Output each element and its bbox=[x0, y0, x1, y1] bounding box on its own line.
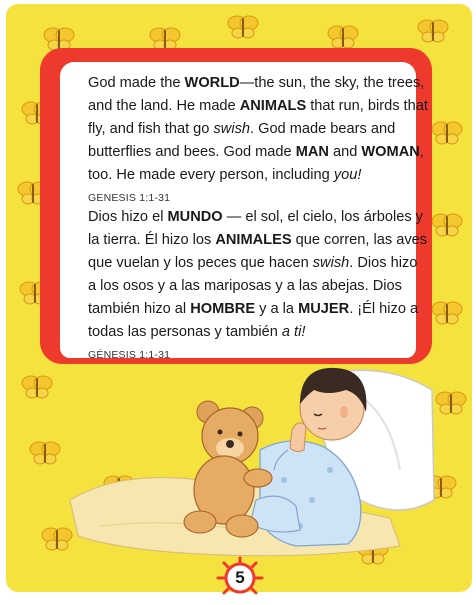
english-passage bbox=[88, 72, 428, 207]
butterfly-icon bbox=[20, 374, 54, 400]
butterfly-icon bbox=[416, 18, 450, 44]
butterfly-icon bbox=[28, 440, 62, 466]
spanish-citation: GÉNESIS 1:1-31 bbox=[88, 349, 171, 361]
spanish-text: Dios hizo el MUNDO — el sol, el cielo, los árboles y la tierra. Él hizo los ANIMALES que corren, las aves que vuelan y los peces que hacen swish. Dios hizo a los osos y a las mariposas y a las abejas. Dios también hizo al HOMBRE y a la MUJER. ¡Él hizo a todas las personas y también a ti! bbox=[88, 209, 428, 340]
butterfly-icon bbox=[326, 24, 360, 50]
butterfly-icon bbox=[430, 120, 464, 146]
spanish-passage bbox=[88, 206, 428, 364]
english-text: God made the WORLD—the sun, the sky, the trees, and the land. He made ANIMALS that run, birds that fly, and fish that go swish. God made bears and butterflies and bees. God made MAN and WOMAN, too. He made every person, including you! bbox=[88, 75, 428, 183]
english-citation: GENESIS 1:1-31 bbox=[88, 192, 171, 204]
butterfly-icon bbox=[430, 212, 464, 238]
page-number: 5 bbox=[235, 568, 245, 587]
page-number-badge bbox=[214, 556, 266, 600]
butterfly-icon bbox=[430, 300, 464, 326]
boy-praying-illustration bbox=[60, 350, 440, 560]
praying-hands bbox=[290, 423, 306, 452]
butterfly-icon bbox=[226, 14, 260, 40]
